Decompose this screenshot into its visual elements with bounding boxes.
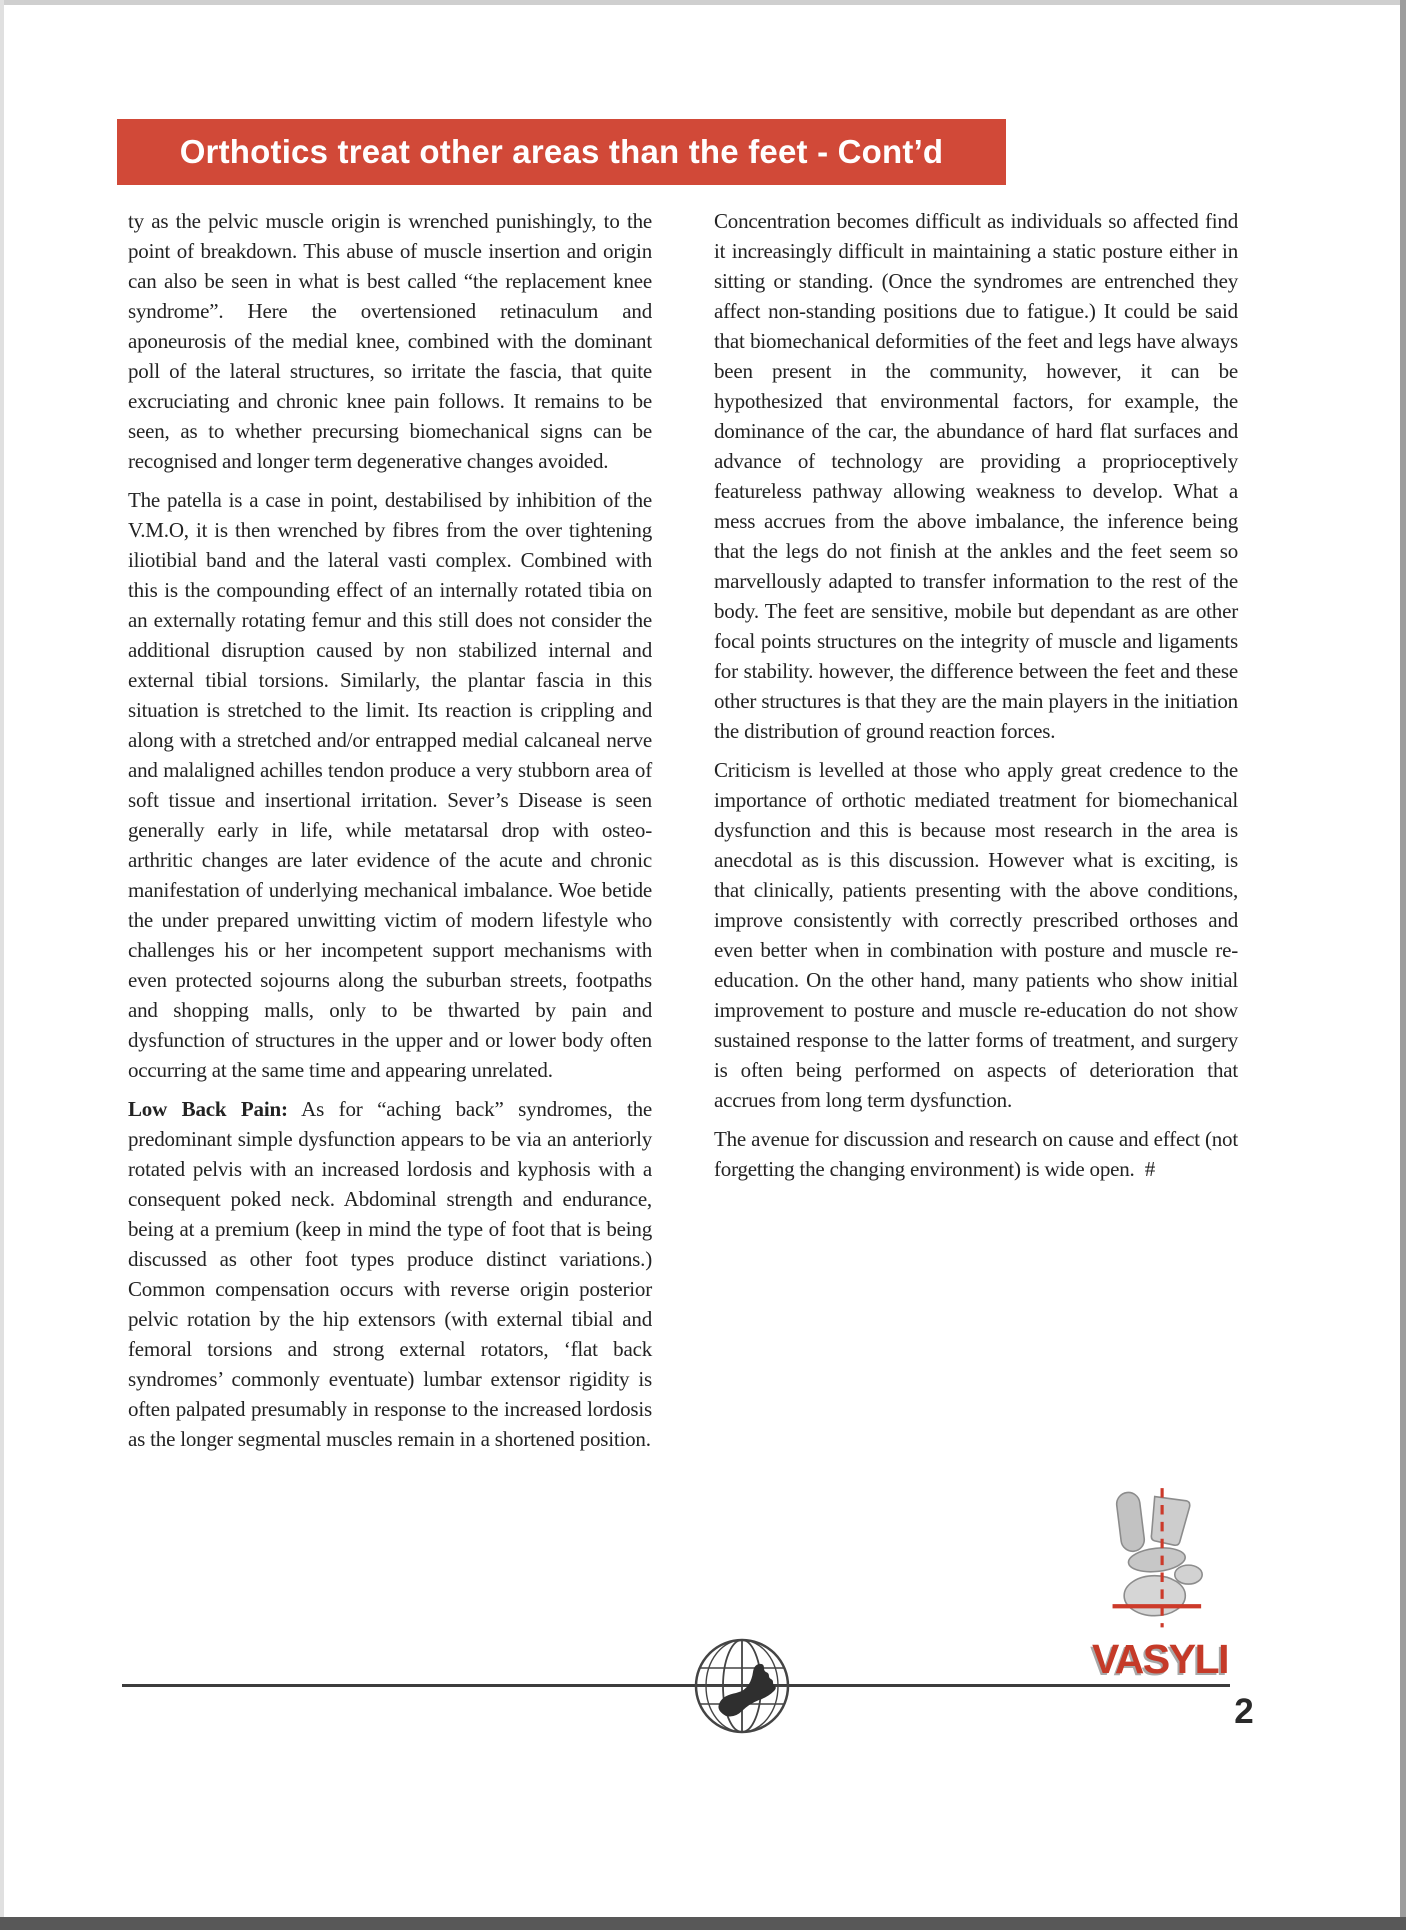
page-number: 2 xyxy=(1234,1692,1254,1731)
paragraph-lead: Low Back Pain: xyxy=(128,1097,288,1121)
globe-foot-icon xyxy=(692,1636,792,1736)
vasyli-logo xyxy=(1080,1488,1240,1688)
left-column xyxy=(128,206,652,1463)
scan-edge-right xyxy=(1400,0,1406,1930)
scan-edge-left xyxy=(0,0,4,1930)
page-title: Orthotics treat other areas than the feet - Cont’d xyxy=(179,133,944,170)
paragraph: Concentration becomes difficult as individuals so affected find it increasingly difficult in maintaining a static posture either in sitting or standing. (Once the syndromes are entrenched they affect non-standing positions due to fatigue.) It could be said that biomechanical deformities of the feet and legs have always been present in the community, however, it can be hypothesized that environmental factors, for example, the dominance of the car, the abundance of hard flat surfaces and advance of technology are providing a proprioceptively featureless pathway allowing weakness to develop. What a mess accrues from the above imbalance, the inference being that the legs do not finish at the ankles and the feet seem so marvellously adapted to transfer information to the rest of the body. The feet are sensitive, mobile but dependant as are other focal points structures on the integrity of muscle and ligaments for stability. however, the difference between the feet and these other structures is that they are the main players in the initiation the distribution of ground reaction forces. xyxy=(714,209,1238,743)
globe-foot-logo xyxy=(692,1636,792,1736)
right-column xyxy=(714,206,1238,1193)
paragraph: The patella is a case in point, destabilised by inhibition of the V.M.O, it is then wrenched by fibres from the over tightening iliotibial band and the lateral vasti complex. Combined with this is the compounding effect of an internally rotated tibia on an externally rotating femur and this still does not consider the additional disruption caused by non stabilized internal and external tibial torsions. Similarly, the plantar fascia in this situation is stretched to the limit. Its reaction is crippling and along with a stretched and/or entrapped medial calcaneal nerve and malaligned achilles tendon produce a very stubborn area of soft tissue and insertional irritation. Sever’s Disease is seen generally early in life, while metatarsal drop with osteo-arthritic changes are later evidence of the acute and chronic manifestation of underlying mechanical imbalance. Woe betide the under prepared unwitting victim of modern lifestyle who challenges his or her incompetent support mechanisms with even protected sojourns along the suburban streets, footpaths and shopping malls, only to be thwarted by pain and dysfunction of structures in the upper and or lower body often occurring at the same time and appearing unrelated. xyxy=(128,488,652,1082)
paragraph: ty as the pelvic muscle origin is wrenched punishingly, to the point of breakdown. This abuse of muscle insertion and origin can also be seen in what is best called “the replacement knee syndrome”. Here the overtensioned retinaculum and aponeurosis of the medial knee, combined with the dominant poll of the lateral structures, so irritate the fascia, that quite excruciating and chronic knee pain follows. It remains to be seen, as to whether precursing biomechanical signs can be recognised and longer term degenerative changes avoided. xyxy=(128,209,652,473)
scan-edge-top xyxy=(0,0,1406,5)
vasyli-brand-text: VASYLI xyxy=(1091,1636,1229,1682)
paragraph: Low Back Pain: As for “aching back” syndromes, the predominant simple dysfunction appears to be via an anteriorly rotated pelvis with an increased lordosis and kyphosis with a consequent poked neck. Abdominal strength and endurance, being at a premium (keep in mind the type of foot that is being discussed as other foot types produce distinct variations.) Common compensation occurs with reverse origin posterior pelvic rotation by the hip extensors (with external tibial and femoral torsions and strong external rotators, ‘flat back syndromes’ commonly eventuate) lumbar extensor rigidity is often palpated presumably in response to the increased lordosis as the longer segmental muscles remain in a shortened position. xyxy=(128,1097,653,1451)
footer-rule xyxy=(122,1684,1230,1687)
paragraph: Criticism is levelled at those who apply great credence to the importance of orthotic mediated treatment for biomechanical dysfunction and this is because most research in the area is anecdotal as is this discussion. However what is exciting, is that clinically, patients presenting with the above conditions, improve consistently with correctly prescribed orthoses and even better when in combination with posture and muscle re-education. On the other hand, many patients who show initial improvement to posture and muscle re-education do not show sustained response to the latter forms of treatment, and surgery is often being performed on aspects of deterioration that accrues from long term dysfunction. xyxy=(714,758,1238,1112)
page-banner xyxy=(117,119,1006,185)
ankle-bones-icon xyxy=(1102,1488,1218,1638)
paragraph: The avenue for discussion and research on cause and effect (not forgetting the changing environment) is wide open. # xyxy=(714,1127,1238,1181)
scan-edge-bottom xyxy=(0,1917,1406,1930)
